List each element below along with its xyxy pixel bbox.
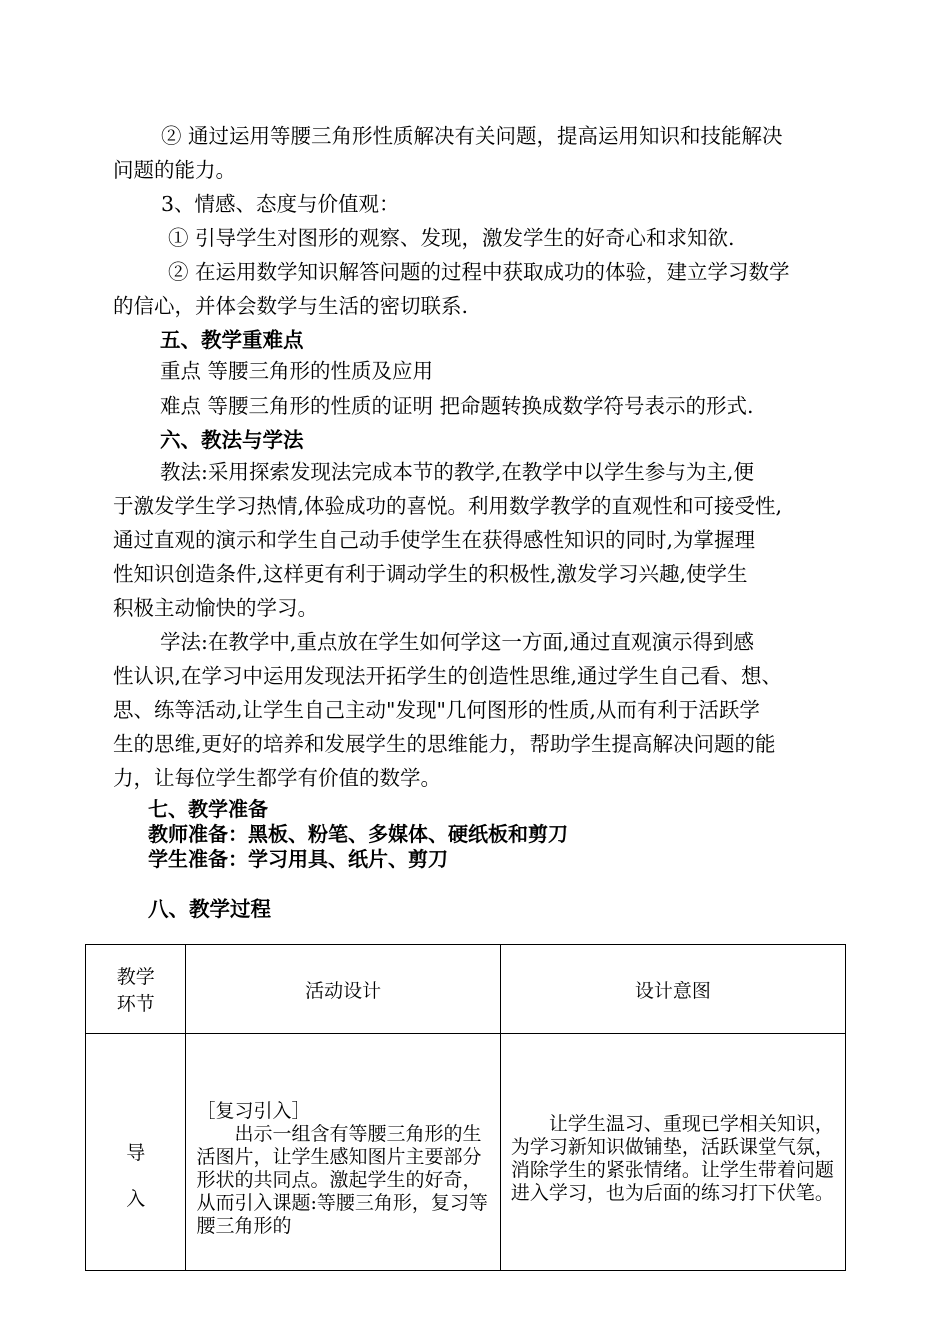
header-stage-line1: 教学 [116, 966, 155, 988]
emotion-item-1: ① 引导学生对图形的观察、发现，激发学生的好奇心和求知欲. [168, 226, 735, 250]
preparation-heading: 七、教学准备 [148, 797, 268, 821]
student-preparation: 学生准备：学习用具、纸片、剪刀 [148, 847, 448, 871]
skill-item-2-line2: 问题的能力。 [113, 158, 236, 182]
intent-text: 让学生温习、重现已学相关知识，为学习新知识做铺垫，活跃课堂气氛，消除学生的紧张情绪。让学生带着问题进入学习，也为后面的练习打下伏笔。 [510, 1113, 834, 1204]
table-header-row [86, 945, 846, 1034]
key-points-heading: 五、教学重难点 [160, 328, 304, 352]
teaching-method-line: 通过直观的演示和学生自己动手使学生在获得感性知识的同时,为掌握理 [113, 528, 756, 552]
learning-method-line: 思、练等活动,让学生自己主动"发现"几何图形的性质,从而有利于活跃学 [113, 698, 760, 722]
learning-method-line: 性认识,在学习中运用发现法开拓学生的创造性思维,通过学生自己看、想、 [113, 664, 783, 688]
emotion-item-2-line1: ② 在运用数学知识解答问题的过程中获取成功的体验，建立学习数学 [168, 260, 790, 284]
activity-cell [186, 1034, 500, 1271]
header-activity: 活动设计 [186, 945, 500, 1034]
teaching-process-table [85, 944, 846, 1271]
learning-method-line: 力，让每位学生都学有价值的数学。 [113, 766, 441, 790]
learning-method-line: 学法:在教学中,重点放在学生如何学这一方面,通过直观演示得到感 [160, 630, 754, 654]
teaching-method-line: 于激发学生学习热情,体验成功的喜悦。利用数学教学的直观性和可接受性, [113, 494, 783, 518]
stage-line2: 入 [126, 1188, 146, 1210]
process-heading: 八、教学过程 [148, 897, 271, 921]
learning-method-line: 生的思维,更好的培养和发展学生的思维能力，帮助学生提高解决问题的能 [113, 732, 776, 756]
teaching-method-line: 性知识创造条件,这样更有利于调动学生的积极性,激发学习兴趣,使学生 [113, 562, 748, 586]
difficulty-point: 难点 等腰三角形的性质的证明 把命题转换成数学符号表示的形式. [160, 394, 754, 418]
header-stage [86, 945, 186, 1034]
activity-title: ［复习引入］ [196, 1100, 311, 1122]
stage-cell [86, 1034, 186, 1271]
teaching-method-line: 积极主动愉快的学习。 [113, 596, 318, 620]
emotion-item-2-line2: 的信心，并体会数学与生活的密切联系. [113, 294, 469, 318]
skill-item-2-line1: ② 通过运用等腰三角形性质解决有关问题，提高运用知识和技能解决 [161, 124, 783, 148]
header-intent: 设计意图 [500, 945, 845, 1034]
table-row [86, 1034, 846, 1271]
emotion-heading: 3、情感、态度与价值观： [161, 192, 400, 216]
teacher-preparation: 教师准备：黑板、粉笔、多媒体、硬纸板和剪刀 [148, 822, 568, 846]
focus-point: 重点 等腰三角形的性质及应用 [160, 359, 434, 383]
stage-line1: 导 [126, 1142, 146, 1164]
methods-heading: 六、教法与学法 [160, 428, 304, 452]
teaching-method-line: 教法:采用探索发现法完成本节的教学,在教学中以学生参与为主,便 [160, 460, 754, 484]
activity-text: 出示一组含有等腰三角形的生活图片，让学生感知图片主要部分形状的共同点。激起学生的好奇，从而引入课题:等腰三角形，复习等腰三角形的 [196, 1123, 488, 1237]
header-stage-line2: 环节 [116, 993, 155, 1015]
intent-cell [500, 1034, 845, 1271]
